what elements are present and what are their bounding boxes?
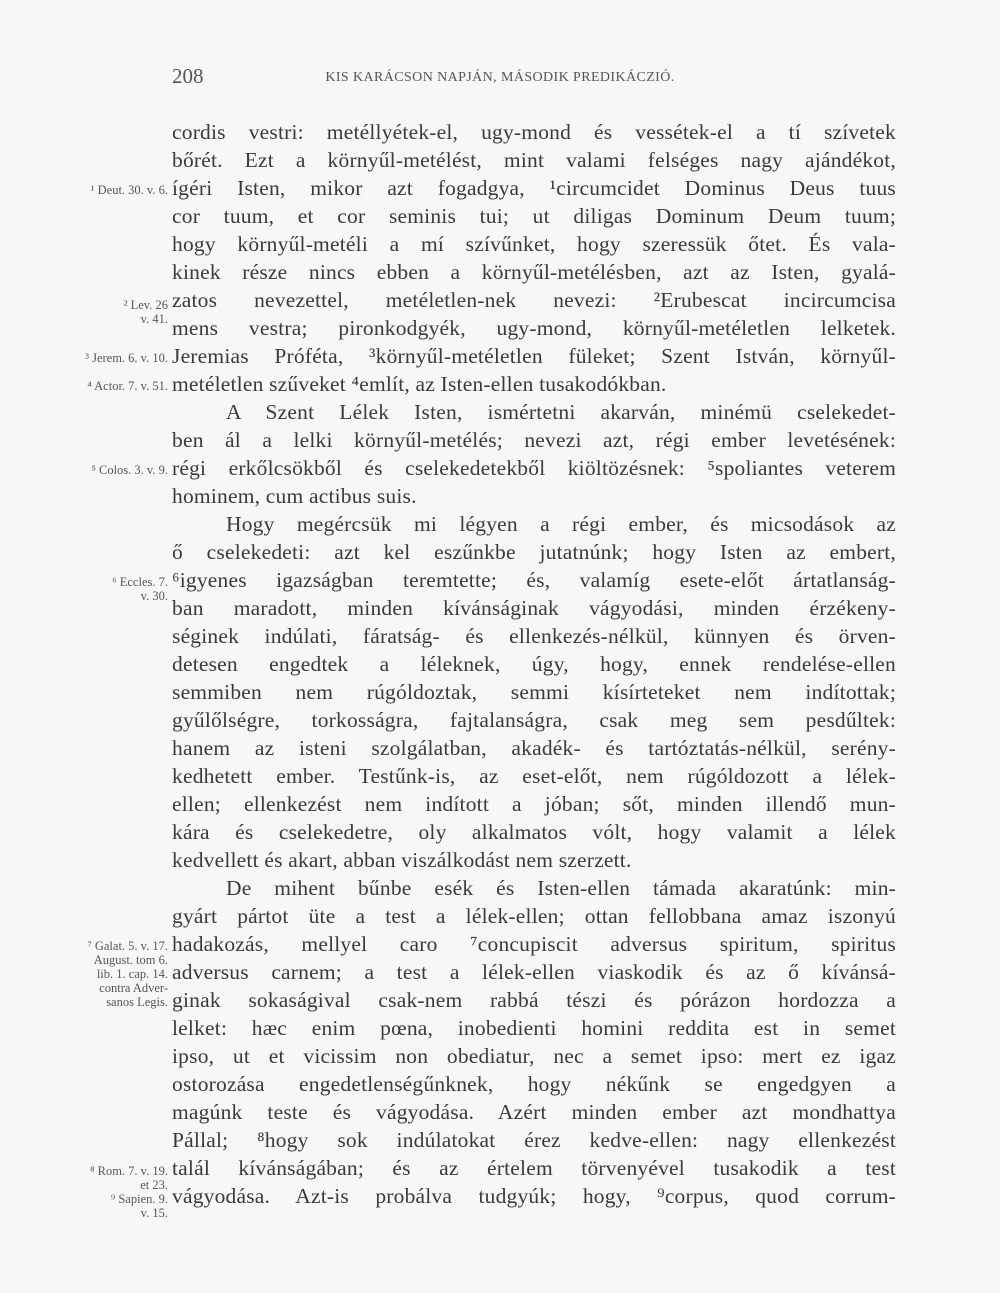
text-line: Jeremias Próféta, ³környűl-metéletlen füleket; Szent István, környűl- bbox=[172, 344, 896, 368]
text-line: gyűlőlségre, torkosságra, fajtalanságra, csak meg sem pesdűltek: bbox=[172, 708, 896, 732]
text-line: A Szent Lélek Isten, ismértetni akarván, minémü cselekedet- bbox=[226, 400, 896, 424]
margin-note-line: et 23. bbox=[140, 1178, 168, 1192]
margin-note bbox=[48, 183, 168, 197]
margin-note bbox=[48, 1192, 168, 1220]
text-line: ginak sokaságival csak-nem rabbá tészi és pórázon hordozza a bbox=[172, 988, 896, 1012]
margin-note-line: lib. 1. cap. 14. bbox=[96, 967, 168, 981]
text-line: hogy környűl-metéli a mí szívűnket, hogy szeressük őtet. És vala- bbox=[172, 232, 896, 256]
text-line: mens vestra; pironkodgyék, ugy-mond, környűl-metéletlen lelketek. bbox=[172, 316, 896, 340]
text-line: Hogy megércsük mi légyen a régi ember, és micsodások az bbox=[226, 512, 896, 536]
text-line: adversus carnem; a test a lélek-ellen viaskodik és az ő kívánsá- bbox=[172, 960, 896, 984]
text-line: Pállal; ⁸hogy sok indúlatokat érez kedve-ellen: nagy ellenkezést bbox=[172, 1128, 896, 1152]
text-line: ellen; ellenkezést nem indított a jóban; sőt, minden illendő mun- bbox=[172, 792, 896, 816]
text-line: hadakozás, mellyel caro ⁷concupiscit adversus spiritum, spiritus bbox=[172, 932, 896, 956]
text-line: ostorozása engedetlenségűnknek, hogy nékűnk se engedgyen a bbox=[172, 1072, 896, 1096]
text-line: régi erkőlcsökből és cselekedetekből kiöltözésnek: ⁵spoliantes veterem bbox=[172, 456, 896, 480]
text-line: kára és cselekedetre, oly alkalmatos vólt, hogy valamit a lélek bbox=[172, 820, 896, 844]
text-line: ő cselekedeti: azt kel eszűnkbe jutatnúnk; hogy Isten az embert, bbox=[172, 540, 896, 564]
margin-note bbox=[48, 1164, 168, 1192]
margin-note-line: v. 41. bbox=[140, 312, 168, 326]
text-line: De mihent bűnbe esék és Isten-ellen támada akaratúnk: min- bbox=[226, 876, 896, 900]
text-line: kinek része nincs ebben a környűl-metélésben, azt az Isten, gyalá- bbox=[172, 260, 896, 284]
text-line: cordis vestri: metéllyétek-el, ugy-mond és vessétek-el a tí szívetek bbox=[172, 120, 896, 144]
margin-note-line: ⁶ Eccles. 7. bbox=[112, 575, 168, 589]
text-line: vágyodása. Azt-is probálva tudgyúk; hogy, ⁹corpus, quod corrum- bbox=[172, 1184, 896, 1208]
margin-note-line: ⁸ Rom. 7. v. 19. bbox=[90, 1164, 168, 1178]
text-line: ban maradott, minden kívánságinak vágyodási, minden érzékeny- bbox=[172, 596, 896, 620]
margin-note-line: ¹ Deut. 30. v. 6. bbox=[90, 183, 168, 197]
text-line: zatos nevezettel, metéletlen-nek nevezi: ²Erubescat incircumcisa bbox=[172, 288, 896, 312]
margin-note-line: contra Adver- bbox=[99, 981, 168, 995]
margin-note bbox=[48, 298, 168, 326]
margin-note-line: August. tom 6. bbox=[93, 953, 168, 967]
margin-note-line: ³ Jerem. 6. v. 10. bbox=[85, 351, 168, 365]
text-line: kedhetett ember. Testűnk-is, az eset-előt, nem rúgóldozott a lélek- bbox=[172, 764, 896, 788]
margin-note-line: ² Lev. 26 bbox=[123, 298, 168, 312]
text-line: detesen engedtek a léleknek, úgy, hogy, ennek rendelése-ellen bbox=[172, 652, 896, 676]
text-line: hanem az isteni szolgálatban, akadék- és tartóztatás-nélkül, serény- bbox=[172, 736, 896, 760]
text-line: lelket: hæc enim pœna, inobedienti homini reddita est in semet bbox=[172, 1016, 896, 1040]
text-line: ígéri Isten, mikor azt fogadgya, ¹circumcidet Dominus Deus tuus bbox=[172, 176, 896, 200]
text-line: bőrét. Ezt a környűl-metélést, mint valami felséges nagy ajándékot, bbox=[172, 148, 896, 172]
margin-note bbox=[48, 575, 168, 603]
margin-note bbox=[48, 463, 168, 477]
text-line: hominem, cum actibus suis. bbox=[172, 484, 417, 508]
text-line: talál kívánságában; és az értelem törvenyével tusakodik a test bbox=[172, 1156, 896, 1180]
page-number: 208 bbox=[172, 64, 204, 88]
text-line: cor tuum, et cor seminis tui; ut diligas Dominum Deum tuum; bbox=[172, 204, 896, 228]
margin-note-line: ⁷ Galat. 5. v. 17. bbox=[87, 939, 168, 953]
text-line: gyárt pártot üte a test a lélek-ellen; ottan fellobbana amaz iszonyú bbox=[172, 904, 896, 928]
text-line: ipso, ut et vicissim non obediatur, nec a semet ipso: mert ez igaz bbox=[172, 1044, 896, 1068]
margin-note-line: ⁵ Colos. 3. v. 9. bbox=[91, 463, 168, 477]
margin-note bbox=[48, 379, 168, 393]
text-line: séginek indúlati, fáratság- és ellenkezés-nélkül, künnyen és örven- bbox=[172, 624, 896, 648]
margin-note-line: ⁴ Actor. 7. v. 51. bbox=[87, 379, 168, 393]
running-title: KIS KARÁCSON NAPJÁN, MÁSODIK PREDIKÁCZIÓ. bbox=[325, 70, 675, 85]
margin-note bbox=[48, 939, 168, 1009]
margin-note-line: v. 15. bbox=[140, 1206, 168, 1220]
text-line: semmiben nem rúgóldoztak, semmi kísírteteket nem indítottak; bbox=[172, 680, 896, 704]
margin-note bbox=[48, 351, 168, 365]
text-line: kedvellett és akart, abban viszálkodást nem szerzett. bbox=[172, 848, 632, 872]
margin-note-line: ⁹ Sapien. 9. bbox=[110, 1192, 168, 1206]
text-line: ⁶igyenes igazságban teremtette; és, valamíg esete-előt ártatlanság- bbox=[172, 568, 896, 592]
margin-note-line: sanos Legis. bbox=[106, 995, 168, 1009]
text-line: metéletlen szűveket ⁴említ, az Isten-ellen tusakodókban. bbox=[172, 372, 667, 396]
text-line: ben ál a lelki környűl-metélés; nevezi azt, régi ember levetésének: bbox=[172, 428, 896, 452]
page-header bbox=[0, 64, 1000, 94]
text-line: magúnk teste és vágyodása. Azért minden ember azt mondhattya bbox=[172, 1100, 896, 1124]
margin-note-line: v. 30. bbox=[140, 589, 168, 603]
